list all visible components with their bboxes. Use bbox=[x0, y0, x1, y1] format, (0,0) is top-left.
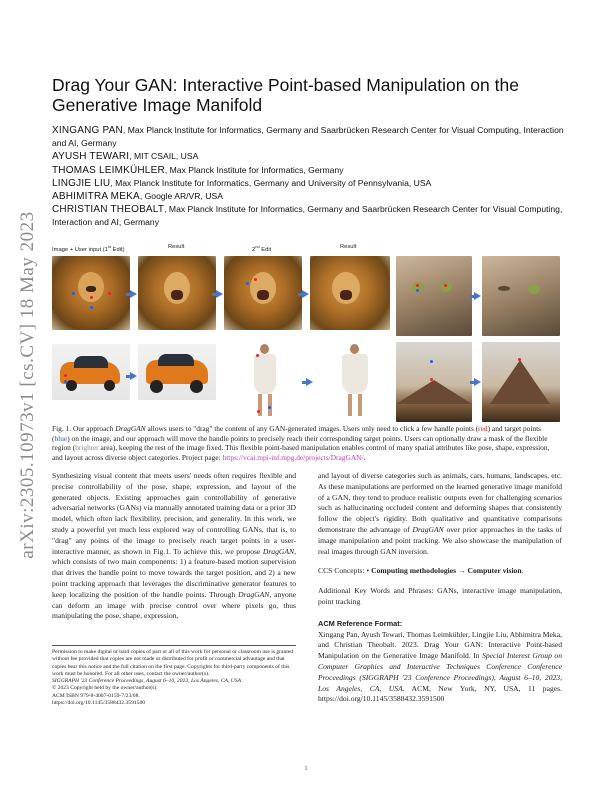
author-affiliation: , Max Planck Institute for Informatics, Germany and Saarbrücken Research Center for Visual Computing, Interaction and AI, Germany bbox=[52, 125, 564, 149]
page-number: 1 bbox=[304, 766, 308, 772]
label-second-edit: 2nd Edit bbox=[252, 244, 272, 253]
ccs-concepts: CCS Concepts: • Computing methodologies → Computer vision. bbox=[318, 566, 524, 576]
target-point[interactable] bbox=[90, 306, 93, 309]
author-line bbox=[52, 177, 568, 190]
author-name: THOMAS LEIMKÜHLER bbox=[52, 164, 165, 176]
target-point[interactable] bbox=[72, 292, 75, 295]
handle-point[interactable] bbox=[430, 378, 433, 381]
author-block bbox=[52, 124, 568, 230]
keywords: Additional Key Words and Phrases: GANs, interactive image manipulation, point tracking bbox=[318, 586, 562, 606]
target-point[interactable] bbox=[64, 380, 67, 383]
cat-input-image bbox=[396, 256, 472, 336]
author-affiliation: , Max Planck Institute for Informatics, Germany and Saarbrücken Research Center for Visual Computing, Interaction and AI, Germany bbox=[52, 204, 563, 228]
handle-point[interactable] bbox=[256, 354, 259, 357]
cat-result-image bbox=[482, 256, 560, 336]
person-result-image bbox=[330, 340, 380, 420]
arrow-icon bbox=[306, 378, 313, 386]
handle-point[interactable] bbox=[416, 284, 419, 287]
author-affiliation: , Max Planck Institute for Informatics, Germany and University of Pennsylvania, USA bbox=[110, 177, 432, 188]
lion-second-edit-image bbox=[224, 256, 302, 330]
paper-title: Drag Your GAN: Interactive Point-based Manipulation on the Generative Image Manifold bbox=[52, 75, 519, 115]
author-name: CHRISTIAN THEOBALT bbox=[52, 204, 165, 216]
author-affiliation: , Google AR/VR, USA bbox=[139, 191, 223, 202]
arrow-icon bbox=[130, 290, 137, 298]
target-point[interactable] bbox=[268, 406, 271, 409]
label-result-2: Result bbox=[340, 244, 357, 250]
abstract-right-column: and layout of diverse categories such as animals, cars, humans, landscapes, etc. As these manipulations are performed on the learned generative image manifold of a GAN, they tend to produce realistic outputs even for challenging scenarios such as hallucinating occluded content and deforming shapes that consistently follow the object's rigidity. Both qualitative and quantitative comparisons demonstrate the advantage of DragGAN over prior approaches in the tasks of image manipulation and point tracking. We also showcase the manipulation of real images through GAN inversion. CCS Concepts: • Computing methodologies → Computer vision. Additional Key Words and Phrases: GANs, interactive image manipulation, point tracking ACM Reference Format: Xingang Pan, Ayush Tewari, Thomas Leimkühler, Lingjie Liu, Abhimitra Meka, and Christian Theobalt. 2023. Drag Your GAN: Interactive Point-based Manipulation on the Generative Image Manifold. In Special Interest Group on Computer Graphics and Interactive Techniques Conference Conference Proceedings (SIGGRAPH '23 Conference Proceedings), August 6–10, 2023, Los Angeles, CA, USA. ACM, New York, NY, USA, 11 pages. https://doi.org/10.1145/3588432.3591500 bbox=[318, 471, 562, 704]
author-name: LINGJIE LIU bbox=[52, 177, 111, 189]
teaser-figure bbox=[50, 244, 562, 422]
reference-text: Xingang Pan, Ayush Tewari, Thomas Leimkühler, Lingjie Liu, Abhimitra Meka, and Christian Theobalt. 2023. Drag Your GAN: Interactive Point-based Manipulation on the Generative Image Manifold. In Special Interest Group on Computer Graphics and Interactive Techniques Conference Conference Proceedings (SIGGRAPH '23 Conference Proceedings), August 6–10, 2023, Los Angeles, CA, USA. ACM, New York, NY, USA, 11 pages. https://doi.org/10.1145/3588432.3591500 bbox=[318, 629, 562, 704]
handle-point[interactable] bbox=[64, 374, 67, 377]
project-page-link[interactable]: https://vcai.mpi-inf.mpg.de/projects/DragGAN/ bbox=[222, 452, 364, 462]
arrow-icon bbox=[474, 292, 481, 300]
copyright-footnote: Permission to make digital or hard copies of part or all of this work for personal or classroom use is granted without fee provided that copies are not made or distributed for profit or commercial advantage and that copies bear this notice and the full citation on the first page. Copyrights for third-party components of this work must be honored. For all other uses, contact the owner/author(s). SIGGRAPH '23 Conference Proceedings, August 6–10, 2023, Los Angeles, CA, USA © 2023 Copyright held by the owner/author(s). ACM ISBN 979-8-4007-0159-7/23/08. https://doi.org/10.1145/3588432.3591500 bbox=[52, 645, 296, 707]
lion-input-image bbox=[52, 256, 130, 330]
arrow-icon bbox=[302, 290, 309, 298]
label-result-1: Result bbox=[168, 244, 185, 250]
target-point[interactable] bbox=[246, 282, 249, 285]
lion-result-2-image bbox=[310, 256, 390, 330]
author-affiliation: , MIT CSAIL, USA bbox=[129, 151, 199, 162]
author-line bbox=[52, 190, 568, 203]
landscape-input-image bbox=[396, 342, 472, 422]
author-name: XINGANG PAN bbox=[52, 125, 123, 136]
target-point[interactable] bbox=[430, 360, 433, 363]
author-line bbox=[52, 164, 568, 177]
label-user-input: Image + User input (1st Edit) bbox=[52, 244, 125, 253]
author-line bbox=[52, 150, 568, 163]
author-line bbox=[52, 203, 568, 229]
arrow-icon bbox=[216, 290, 223, 298]
arrow-icon bbox=[130, 372, 137, 380]
lion-result-image bbox=[138, 256, 216, 330]
handle-point[interactable] bbox=[254, 278, 257, 281]
author-line bbox=[52, 124, 568, 150]
handle-point[interactable] bbox=[444, 284, 447, 287]
car-input-image bbox=[52, 344, 130, 400]
target-point[interactable] bbox=[416, 289, 419, 292]
arxiv-stamp: arXiv:2305.10973v1 [cs.CV] 18 May 2023 bbox=[17, 211, 38, 559]
arrow-icon bbox=[474, 378, 481, 386]
car-result-image bbox=[138, 344, 216, 400]
landscape-result-image bbox=[482, 342, 560, 422]
handle-point[interactable] bbox=[90, 296, 93, 299]
author-affiliation: , Max Planck Institute for Informatics, Germany bbox=[164, 164, 344, 175]
handle-point[interactable] bbox=[257, 410, 260, 413]
reference-heading: ACM Reference Format: bbox=[318, 618, 403, 628]
handle-point[interactable] bbox=[108, 292, 111, 295]
handle-point[interactable] bbox=[518, 358, 521, 361]
abstract-left-column: Synthesizing visual content that meets users' needs often requires flexible and precise controllability of the pose, shape, expression, and layout of the generated objects. Existing approaches gain controllability of generative adversarial networks (GANs) via manually annotated training data or a prior 3D model, which often lack flexibility, precision, and generality. In this work, we study a powerful yet much less explored way of controlling GANs, that is, to "drag" any points of the image to precisely reach target points in a user-interactive manner, as shown in Fig.1. To achieve this, we propose DragGAN, which consists of two main components: 1) a feature-based motion supervision that drives the handle point to move towards the target position, and 2) a new point tracking approach that leverages the discriminative generator features to keep localizing the position of the handle points. Through DragGAN, anyone can deform an image with precise control over where pixels go, thus manipulating the pose, shape, expression, bbox=[52, 471, 296, 621]
author-name: AYUSH TEWARI bbox=[52, 151, 130, 163]
figure-caption: Fig. 1. Our approach DragGAN allows users to "drag" the content of any GAN-generated images. Users only need to click a few handle points (red) and target points (blue) on the image, and our approach will move the handle points to precisely reach their corresponding target points. Users can optionally draw a mask of the flexible region (brighter area), keeping the rest of the image fixed. This flexible point-based manipulation enables control of many spatial attributes like pose, shape, expression, and layout across diverse object categories. Project page: https://vcai.mpi-inf.mpg.de/projects/DragGAN/. bbox=[52, 424, 550, 462]
author-name: ABHIMITRA MEKA bbox=[52, 191, 140, 203]
person-input-image bbox=[240, 340, 290, 420]
